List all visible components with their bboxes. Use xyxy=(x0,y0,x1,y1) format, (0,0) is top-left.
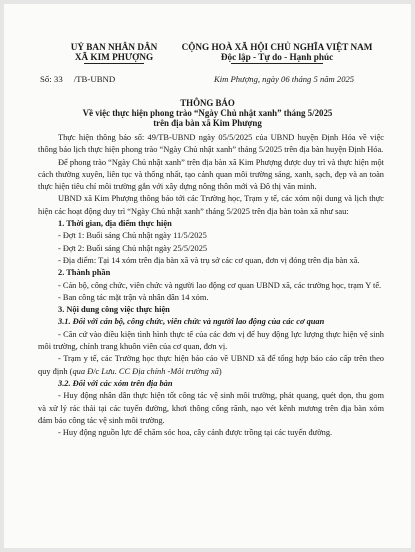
national-motto xyxy=(172,42,382,64)
authority-line-2: XÃ KIM PHƯỢNG xyxy=(74,52,154,62)
report-contact: qua Đ/c Lưu. CC Địa chính -Môi trường xã xyxy=(72,366,219,376)
doc-subject-line-2: trên địa bàn xã Kim Phượng xyxy=(153,118,262,128)
doc-subject-line-1: Về việc thực hiện phong trào “Ngày Chủ nhật xanh” tháng 5/2025 xyxy=(82,108,333,118)
report-close: ) xyxy=(218,366,222,376)
task-item: - Huy động nguồn lực để chăm sóc hoa, cây cảnh được trồng tại các tuyến đường. xyxy=(58,428,333,438)
task-item: - Căn cứ vào điều kiện tình hình thực tế của các đơn vị để huy động lực lượng thực hiện vệ sinh môi trường, chỉnh trang khuôn viên của cơ quan, đơn vị. xyxy=(38,329,384,352)
location-item: - Địa điểm: Tại 14 xóm trên địa bàn xã và trụ sở các cơ quan, đơn vị đóng trên địa bàn xã. xyxy=(58,255,360,265)
doc-type-title: THÔNG BÁO xyxy=(180,98,235,108)
authority-line-1: UỶ BAN NHÂN DÂN xyxy=(70,42,158,52)
section-3-2-heading: 3.2. Đối với các xóm trên địa bàn xyxy=(58,378,173,388)
schedule-item: - Đợt 2: Buổi sáng Chủ nhật ngày 25/5/2025 xyxy=(58,243,208,253)
authority-underline xyxy=(84,63,144,64)
participant-item: - Cán bộ, công chức, viên chức và người lao động cơ quan UBND xã, các trường học, trạm Y tế. xyxy=(58,280,382,290)
document-page xyxy=(4,4,411,548)
section-3-heading: 3. Nội dung công việc thực hiện xyxy=(58,305,170,315)
participant-item: - Ban công tác mặt trận và nhân dân 14 xóm. xyxy=(58,292,209,302)
section-2-heading: 2. Thành phần xyxy=(58,268,111,278)
paragraph-purpose: Để phong trào “Ngày Chủ nhật xanh” trên địa bàn xã Kim Phượng được duy trì và thực hiện một cách thường xuyên, liên tục và thống nhất, tạo cảnh quan môi trường sáng, xanh, sạch, đẹp và an toàn thực hiện tiêu chí môi trường gắn với xây dựng nông thôn mới và Đô thị văn minh. xyxy=(38,157,384,192)
motto: Độc lập - Tự do - Hạnh phúc xyxy=(220,52,334,62)
section-1-heading: 1. Thời gian, địa điểm thực hiện xyxy=(58,219,172,229)
schedule-item: - Đợt 1: Buổi sáng Chủ nhật ngày 11/5/2025 xyxy=(58,231,207,241)
report-text: - Trạm y tế, các Trường học thực hiện báo cáo về UBND xã để tổng hợp báo cáo cấp trên theo quy định ( xyxy=(38,354,384,376)
task-item: - Huy động nhân dân thực hiện tốt công tác vệ sinh môi trường, phát quang, quét dọn, thu gom và xử lý rác thải tại các tuyến đường, khơi thông cống rãnh, nạo vét kênh mương trên địa bàn xóm đảm bảo công tác vệ sinh môi trường. xyxy=(38,391,384,425)
country-name: CỘNG HOÀ XÃ HỘI CHỦ NGHĨA VIỆT NAM xyxy=(181,42,373,52)
task-item-report xyxy=(38,353,384,378)
section-3-1-heading: 3.1. Đối với cán bộ, công chức, viên chức và người lao động của các cơ quan xyxy=(58,317,325,327)
document-number: Số: 33 /TB-UBND xyxy=(40,74,116,84)
document-body xyxy=(38,132,384,439)
motto-underline xyxy=(231,63,323,64)
document-date: Kim Phượng, ngày 06 tháng 5 năm 2025 xyxy=(214,74,355,84)
issuing-authority xyxy=(44,42,184,64)
paragraph-reference: Thực hiện thông báo số: 49/TB-UBND ngày 05/5/2025 của UBND huyện Định Hóa về việc thông báo lịch thực hiện phong trào “Ngày Chủ nhật xanh” tháng 5/2025 trên địa bàn huyện Định Hóa. xyxy=(38,133,384,155)
paragraph-announcement: UBND xã Kim Phượng thông báo tới các Trường học, Trạm y tế, các xóm nội dung và lịch thực hiện các hoạt động duy trì “Ngày Chủ nhật xanh” tháng 5/2025 trên địa bàn toàn xã như sau: xyxy=(38,194,384,216)
